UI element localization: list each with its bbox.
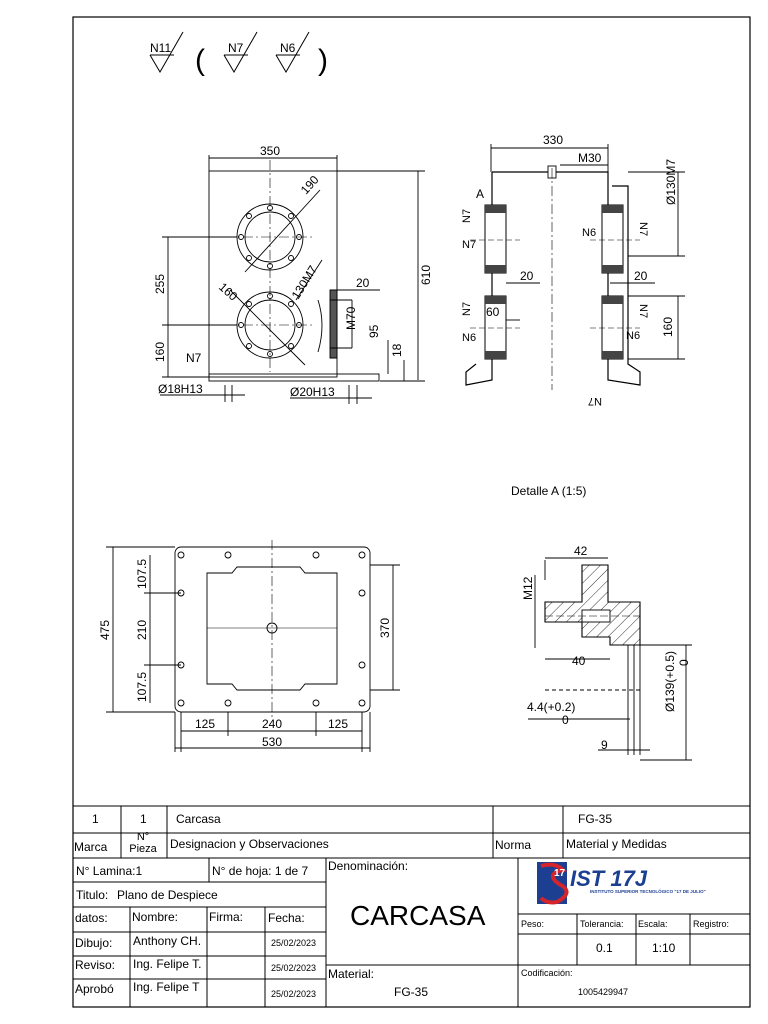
bottom-dim-w1: 125 — [195, 717, 216, 731]
bottom-dim-width: 530 — [262, 735, 283, 749]
detail-groove-low: 0 — [562, 713, 569, 727]
front-dim-thread: M70 — [344, 306, 358, 330]
header-designacion: Designacion y Observaciones — [170, 837, 329, 851]
bottom-dim-inner: 370 — [378, 617, 392, 638]
detail-tol-dia: Ø139(+0.5) — [663, 650, 677, 712]
section-rough-n7-e: N7 — [637, 304, 649, 319]
bottom-view — [106, 540, 400, 752]
aprobo-label: Aprobó — [75, 982, 114, 996]
front-dim-circle: 190 — [297, 172, 322, 198]
roughness-general: N11 — [150, 41, 172, 55]
institute-logo — [537, 862, 706, 904]
front-dim-circle2: 160 — [215, 279, 241, 304]
roughness-a: N7 — [228, 41, 244, 55]
reviso-fecha: 25/02/2023 — [271, 963, 317, 973]
detail-title: Detalle A (1:5) — [511, 484, 587, 498]
bottom-dim-w2: 240 — [262, 717, 283, 731]
roughness-paren-close: ) — [318, 44, 328, 77]
peso-label: Peso: — [521, 919, 545, 929]
front-dim-18: 18 — [390, 343, 404, 357]
section-dim-width: 330 — [543, 133, 564, 147]
detail-groove: 4.4(+0.2) — [527, 700, 576, 714]
bottom-dim-h3: 107.5 — [135, 671, 149, 702]
row1-designacion: Carcasa — [176, 812, 221, 826]
front-view — [160, 155, 425, 404]
denominacion-label: Denominación: — [328, 859, 409, 873]
section-rough-n7-b: N7 — [462, 239, 477, 251]
codificacion-value: 1005429947 — [578, 987, 629, 997]
codificacion-label: Codificación: — [521, 968, 573, 978]
registro-label: Registro: — [693, 919, 730, 929]
header-pieza: N° Pieza — [129, 831, 157, 855]
section-rough-n6-a: N6 — [462, 332, 477, 344]
dibujo-fecha: 25/02/2023 — [271, 938, 317, 948]
bottom-dim-h2: 210 — [135, 619, 149, 640]
detail-dim-40: 40 — [572, 654, 586, 668]
section-rough-n7-a: N7 — [461, 208, 473, 223]
front-dim-20: 20 — [356, 276, 370, 290]
section-rough-n6-c: N6 — [626, 330, 641, 342]
row1-material: FG-35 — [578, 812, 613, 826]
denominacion-value: CARCASA — [350, 900, 486, 931]
lamina-value: 1 — [135, 864, 143, 878]
front-dim-height: 610 — [419, 264, 433, 285]
detail-tol-dia-low: 0 — [677, 659, 691, 666]
front-rough: N7 — [186, 351, 202, 365]
dibujo-nombre: Anthony CH. — [133, 934, 202, 948]
hoja-value: 1 de 7 — [274, 864, 309, 878]
section-dim-thread: M30 — [578, 151, 602, 165]
reviso-nombre: Ing. Felipe T. — [133, 957, 202, 971]
dibujo-label: Dibujo: — [75, 936, 113, 950]
firma-label: Firma: — [209, 910, 243, 924]
aprobo-nombre: Ing. Felipe T — [133, 980, 200, 994]
logo-subtitle: INSTITUTO SUPERIOR TECNOLÓGICO "17 DE JULIO" — [590, 889, 706, 894]
front-dim-95: 95 — [367, 324, 381, 338]
logo-number: 17 — [554, 868, 566, 879]
header-norma: Norma — [495, 838, 532, 852]
header-marca: Marca — [74, 840, 108, 854]
section-rough-n6-b: N6 — [582, 227, 597, 239]
material-label: Material: — [328, 967, 375, 981]
datos-label: datos: — [75, 911, 108, 925]
front-dim-bottom: 160 — [153, 341, 167, 362]
section-rough-n7-d: N7 — [637, 222, 649, 237]
detail-thread: M12 — [521, 576, 535, 600]
tolerancia-value: 0.1 — [596, 941, 613, 955]
detail-dim-42: 42 — [574, 544, 588, 558]
logo-text: IST 17J — [570, 866, 648, 891]
escala-label: Escala: — [638, 919, 668, 929]
hoja-label — [212, 865, 308, 877]
titulo-label: Titulo: — [76, 888, 109, 902]
reviso-label: Reviso: — [75, 958, 116, 972]
section-detail-mark: A — [476, 187, 485, 201]
section-dim-60: 60 — [486, 305, 500, 319]
tolerancia-label: Tolerancia: — [580, 919, 624, 929]
front-dim-spacing: 255 — [153, 273, 167, 294]
header-material: Material y Medidas — [566, 837, 667, 851]
section-dim-bore: Ø130M7 — [664, 158, 678, 205]
section-dim-20-left: 20 — [520, 269, 534, 283]
bottom-dim-height: 475 — [98, 619, 112, 640]
section-rough-n7-f: N7 — [587, 395, 602, 407]
fecha-label: Fecha: — [268, 911, 305, 925]
bottom-dim-h1: 107.5 — [135, 558, 149, 589]
hoja-label-text: N° de hoja: — [212, 864, 272, 878]
roughness-b: N6 — [280, 41, 296, 55]
section-rough-n7-c: N7 — [461, 301, 473, 316]
front-dim-width: 350 — [260, 144, 281, 158]
titulo-value: Plano de Despiece — [117, 888, 218, 902]
escala-value: 1:10 — [652, 941, 676, 955]
aprobo-fecha: 25/02/2023 — [271, 989, 317, 999]
front-hole2: Ø20H13 — [290, 385, 335, 399]
roughness-paren-open: ( — [195, 44, 205, 77]
detail-dim-9: 9 — [601, 738, 608, 752]
row1-pieza: 1 — [140, 812, 147, 826]
material-value: FG-35 — [394, 985, 429, 999]
front-dim-bore: 130M7 — [288, 263, 320, 302]
row1-marca: 1 — [92, 812, 99, 826]
front-hole1: Ø18H13 — [158, 382, 203, 396]
section-dim-20-right: 20 — [634, 269, 648, 283]
section-view — [466, 144, 685, 390]
section-dim-160: 160 — [661, 316, 675, 337]
bottom-dim-w3: 125 — [328, 717, 349, 731]
nombre-label: Nombre: — [132, 910, 179, 924]
lamina-label — [76, 865, 142, 877]
lamina-label-text: N° Lamina: — [76, 864, 136, 878]
